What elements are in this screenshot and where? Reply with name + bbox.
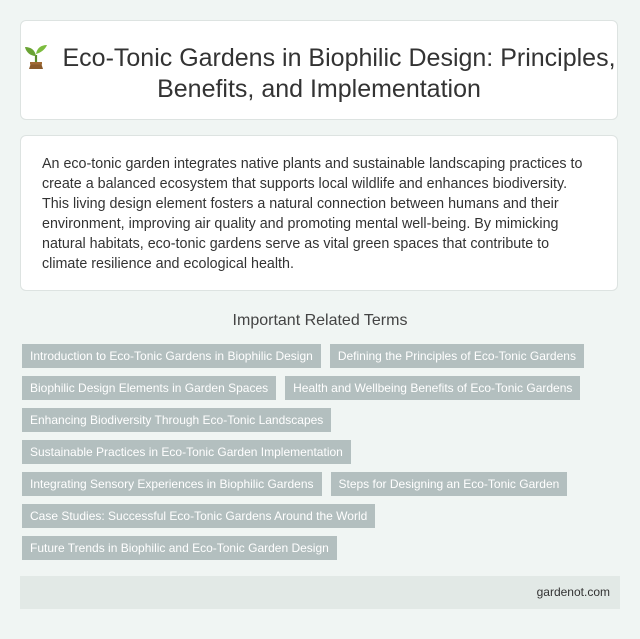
- related-term-tag[interactable]: Enhancing Biodiversity Through Eco-Tonic Landscapes: [22, 408, 331, 432]
- related-terms-list: [22, 344, 622, 568]
- related-term-tag[interactable]: Future Trends in Biophilic and Eco-Tonic Garden Design: [22, 536, 337, 560]
- related-term-tag[interactable]: Integrating Sensory Experiences in Biophilic Gardens: [22, 472, 322, 496]
- related-term-tag[interactable]: Defining the Principles of Eco-Tonic Gardens: [330, 344, 584, 368]
- related-term-tag[interactable]: Biophilic Design Elements in Garden Spaces: [22, 376, 276, 400]
- tag-row: [22, 504, 622, 528]
- related-term-tag[interactable]: Steps for Designing an Eco-Tonic Garden: [331, 472, 568, 496]
- description-card: [20, 135, 618, 291]
- related-terms-heading: Important Related Terms: [232, 312, 408, 329]
- site-link[interactable]: gardenot.com: [536, 585, 610, 599]
- tag-row: [22, 472, 622, 496]
- related-term-tag[interactable]: Sustainable Practices in Eco-Tonic Garden Implementation: [22, 440, 351, 464]
- title-card: [20, 20, 618, 120]
- tag-row: [22, 344, 622, 368]
- tag-row: [22, 376, 622, 400]
- tag-row: [22, 536, 622, 560]
- tag-row: [22, 440, 622, 464]
- title-line-1: Eco-Tonic Gardens in Biophilic Design: Principles, Benefits, and Implementation: [62, 44, 616, 103]
- seedling-icon: [22, 43, 50, 69]
- description-text: An eco-tonic garden integrates native plants and sustainable landscaping practices to create a balanced ecosystem that supports local wildlife and enhances biodiversity. This living design element fosters a natural connection between humans and their environment, improving air quality and promoting mental well-being. By mimicking natural habitats, eco-tonic gardens serve as vital green spaces that contribute to climate resilience and ecological health.: [42, 156, 583, 272]
- related-term-tag[interactable]: Health and Wellbeing Benefits of Eco-Tonic Gardens: [285, 376, 580, 400]
- related-term-tag[interactable]: Case Studies: Successful Eco-Tonic Gardens Around the World: [22, 504, 375, 528]
- tag-row: [22, 408, 622, 432]
- footer: [20, 576, 620, 609]
- related-term-tag[interactable]: Introduction to Eco-Tonic Gardens in Biophilic Design: [22, 344, 321, 368]
- page-title: [21, 43, 617, 105]
